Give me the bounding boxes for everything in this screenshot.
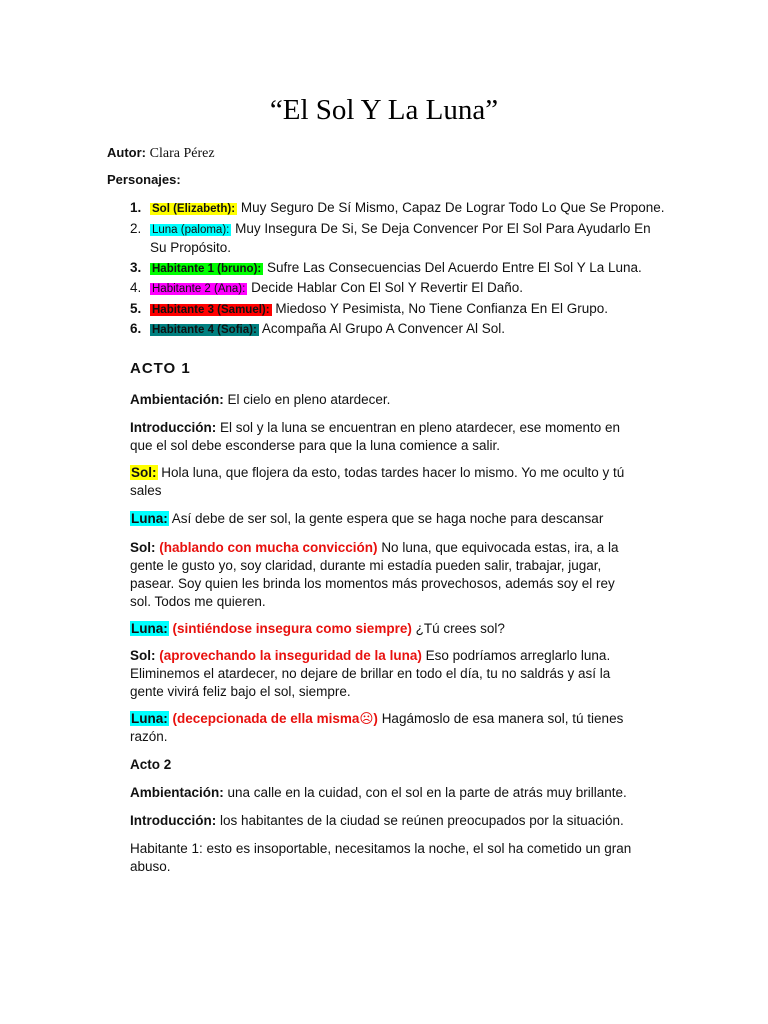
act-1-setting	[130, 391, 638, 409]
speaker-luna: Luna:	[131, 621, 168, 636]
act-heading-text: ACTO 1	[130, 360, 191, 377]
speaker-luna: Luna:	[131, 711, 168, 726]
intro-label: Introducción:	[130, 420, 217, 435]
dialogue-text: No luna, que equivocada estas, ira, a la gente le gusto yo, soy claridad, durante mi estadía pueden salir, trabajar, jugar, pasear. Soy quien les brinda los momentos más provechosos, además soy el rey sol. Todos me quieren.	[130, 540, 619, 609]
dialogue-line	[130, 647, 638, 701]
character-description: Muy Insegura De Si, Se Deja Convencer Por El Sol Para Ayudarlo En Su Propósito.	[150, 220, 651, 255]
dialogue-line	[130, 510, 638, 528]
intro-text: El sol y la luna se encuentran en pleno atardecer, ese momento en que el sol debe esconderse para que la luna comience a salir.	[130, 420, 621, 453]
dialogue-line	[130, 840, 638, 876]
character-tag-habitante-2: Habitante 2 (Ana):	[152, 283, 246, 295]
speaker-luna: Luna:	[131, 511, 168, 526]
setting-label: Ambientación:	[130, 392, 224, 407]
setting-label: Ambientación:	[130, 785, 224, 800]
characters-heading	[107, 171, 707, 189]
author-name: Clara Pérez	[149, 146, 215, 161]
speaker-sol: Sol:	[130, 540, 156, 555]
dialogue-text: Así debe de ser sol, la gente espera que se haga noche para descansar	[171, 511, 604, 526]
act-heading-text: Acto 2	[130, 757, 172, 772]
dialogue-text: Eso podríamos arreglarlo luna. Eliminemos el atardecer, no dejare de brillar en todo el día, tu no saldrás y así la gente vivirá feliz bajo el sol, siempre.	[130, 648, 611, 699]
characters-label: Personajes:	[107, 172, 181, 187]
character-tag-luna: Luna (paloma):	[152, 223, 230, 236]
dialogue-text: Hola luna, que flojera da esto, todas tardes hacer lo mismo. Yo me oculto y tú sales	[130, 465, 625, 498]
character-description: Sufre Las Consecuencias Del Acuerdo Entre El Sol Y La Luna.	[267, 259, 642, 275]
stage-direction: (aprovechando la inseguridad de la luna)	[159, 648, 422, 663]
character-description: Miedoso Y Pesimista, No Tiene Confianza En El Grupo.	[275, 300, 609, 316]
character-tag-habitante-4: Habitante 4 (Sofia):	[152, 324, 257, 336]
list-item	[130, 199, 670, 219]
character-description: Muy Seguro De Sí Mismo, Capaz De Lograr Todo Lo Que Se Propone.	[240, 200, 665, 215]
dialogue-text: Habitante 1: esto es insoportable, necesitamos la noche, el sol ha cometido un gran abuso.	[130, 841, 632, 874]
author-label: Autor:	[107, 145, 146, 160]
stage-direction: (sintiéndose insegura como siempre)	[172, 621, 412, 636]
stage-direction: (hablando con mucha convicción)	[159, 540, 378, 555]
list-number: 1.	[130, 200, 142, 215]
list-item	[130, 320, 670, 340]
setting-text: una calle en la cuidad, con el sol en la parte de atrás muy brillante.	[227, 785, 627, 800]
dialogue-text: Hagámoslo de esa manera sol, tú tienes razón.	[130, 711, 624, 744]
character-tag-sol: Sol (Elizabeth):	[152, 203, 236, 215]
dialogue-line	[130, 710, 638, 746]
speaker-sol: Sol:	[131, 465, 157, 480]
list-number: 3.	[130, 259, 142, 275]
dialogue-line	[130, 464, 638, 500]
act-2-heading	[130, 756, 638, 774]
character-description: Decide Hablar Con El Sol Y Revertir El Daño.	[251, 280, 523, 295]
list-number: 2.	[130, 220, 142, 236]
setting-text: El cielo en pleno atardecer.	[227, 392, 391, 407]
character-list	[130, 199, 670, 341]
list-item	[130, 220, 670, 258]
document-title: “El Sol Y La Luna”	[269, 94, 499, 126]
act-2-setting	[130, 784, 638, 802]
list-item	[130, 300, 670, 320]
character-tag-habitante-3: Habitante 3 (Samuel):	[152, 303, 270, 316]
list-item	[130, 259, 670, 279]
character-tag-habitante-1: Habitante 1 (bruno):	[152, 262, 262, 275]
dialogue-line	[130, 620, 638, 638]
list-number: 5.	[130, 300, 142, 316]
list-number: 4.	[130, 280, 142, 295]
intro-label: Introducción:	[130, 813, 217, 828]
character-description: Acompaña Al Grupo A Convencer Al Sol.	[261, 321, 505, 336]
list-item	[130, 279, 670, 299]
dialogue-text: ¿Tú crees sol?	[415, 621, 505, 636]
author-line	[107, 144, 707, 163]
list-number: 6.	[130, 321, 142, 336]
act-1-intro	[130, 419, 638, 455]
act-1-heading	[130, 360, 638, 378]
speaker-sol: Sol:	[130, 648, 156, 663]
intro-text: los habitantes de la ciudad se reúnen preocupados por la situación.	[220, 813, 624, 828]
dialogue-line	[130, 539, 638, 611]
act-2-intro	[130, 812, 638, 830]
stage-direction: (decepcionada de ella misma☹)	[172, 711, 378, 726]
